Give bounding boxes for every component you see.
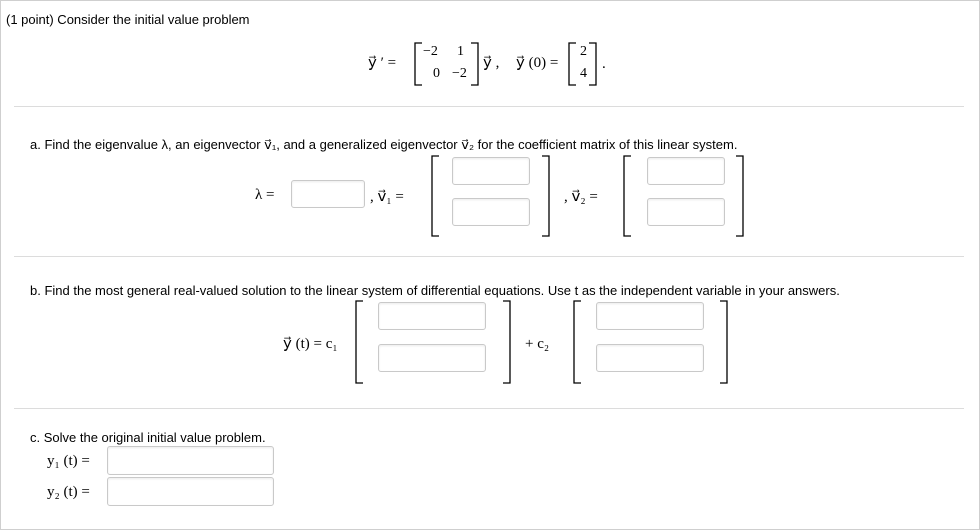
v1-label: , v⃗₁ = bbox=[370, 189, 404, 205]
matrix-entry-22: −2 bbox=[452, 66, 467, 81]
problem-title: (1 point) Consider the initial value problem bbox=[6, 12, 250, 27]
general-solution-label: y⃗ (t) = c₁ bbox=[283, 336, 338, 352]
v1-bottom-input[interactable] bbox=[452, 198, 530, 226]
v1-left-bracket bbox=[430, 155, 440, 237]
ic-right-bracket bbox=[588, 42, 598, 86]
initial-condition-label: y⃗ (0) = bbox=[516, 55, 559, 71]
y1-label: y₁ (t) = bbox=[47, 453, 90, 469]
divider-2 bbox=[14, 256, 964, 257]
y2-label: y₂ (t) = bbox=[47, 484, 90, 500]
b2-bottom-input[interactable] bbox=[596, 344, 704, 372]
part-a-prompt: a. Find the eigenvalue λ, an eigenvector v⃗₁, and a generalized eigenvector v⃗₂ for the coefficient matrix of this linear system. bbox=[30, 137, 738, 152]
b2-left-bracket bbox=[572, 300, 582, 384]
matrix-entry-11: −2 bbox=[423, 44, 438, 59]
v2-top-input[interactable] bbox=[647, 157, 725, 185]
lambda-input[interactable] bbox=[291, 180, 365, 208]
b1-right-bracket bbox=[502, 300, 512, 384]
b2-top-input[interactable] bbox=[596, 302, 704, 330]
v2-label: , v⃗₂ = bbox=[564, 189, 598, 205]
b2-right-bracket bbox=[719, 300, 729, 384]
c2-label: + c₂ bbox=[525, 336, 550, 352]
b1-top-input[interactable] bbox=[378, 302, 486, 330]
ic-entry-top: 2 bbox=[580, 44, 587, 59]
equation-period: . bbox=[602, 56, 606, 72]
divider-1 bbox=[14, 106, 964, 107]
system-lhs: y⃗ ′ = bbox=[368, 55, 397, 71]
part-b-prompt: b. Find the most general real-valued solution to the linear system of differential equations. Use t as the independent variable in your answers. bbox=[30, 283, 840, 298]
v1-right-bracket bbox=[541, 155, 551, 237]
b1-bottom-input[interactable] bbox=[378, 344, 486, 372]
matrix-left-bracket bbox=[413, 42, 423, 86]
matrix-entry-12: 1 bbox=[457, 44, 464, 59]
lambda-label: λ = bbox=[255, 187, 275, 203]
part-c-prompt: c. Solve the original initial value problem. bbox=[30, 430, 266, 445]
divider-3 bbox=[14, 408, 964, 409]
v2-right-bracket bbox=[735, 155, 745, 237]
b1-left-bracket bbox=[354, 300, 364, 384]
v2-bottom-input[interactable] bbox=[647, 198, 725, 226]
v2-left-bracket bbox=[622, 155, 632, 237]
ic-entry-bottom: 4 bbox=[580, 66, 587, 81]
v1-top-input[interactable] bbox=[452, 157, 530, 185]
matrix-right-bracket bbox=[470, 42, 480, 86]
matrix-times-y: y⃗ , bbox=[483, 55, 500, 71]
y1-input[interactable] bbox=[107, 446, 274, 475]
y2-input[interactable] bbox=[107, 477, 274, 506]
matrix-entry-21: 0 bbox=[433, 66, 440, 81]
ic-left-bracket bbox=[567, 42, 577, 86]
